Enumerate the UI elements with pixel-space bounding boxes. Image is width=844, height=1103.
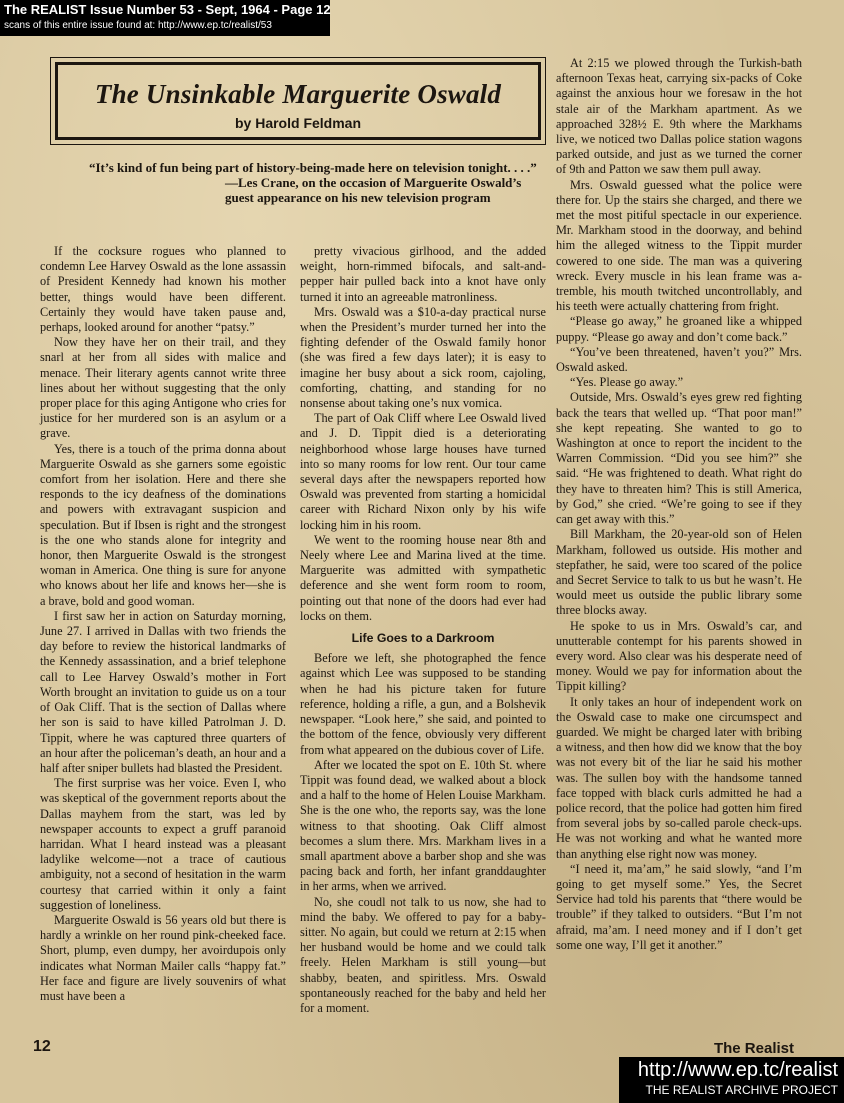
paragraph: Yes, there is a touch of the prima donna about Marguerite Oswald as she garners some egoistic comfort from her isolation. Here and there she responds to the icy deafness of the dominations and powers with extravagant suspicion and speculation. But if Ibsen is right and the strongest is the one who stands alone for integrity and honor, then Marguerite Oswald is the strongest woman in America. One thing is sure for anyone who knows about her life and knows her—she is a brave, bold and good woman. — [40, 441, 286, 608]
paragraph: Now they have her on their trail, and they snarl at her from all sides with malice and menace. Their literary agents cannot write three lines about her without suggesting that the only proper place for this aging Antigone who cries for justice for her murdered son is an asylum or a grave. — [40, 335, 286, 441]
paragraph: The first surprise was her voice. Even I, who was skeptical of the government reports about the Dallas mayhem from the start, was led by newspaper accounts to expect a gruff paranoid harridan. What I heard instead was a pleasant ladylike welcome—not a trace of cautious ambiguity, not a second of hesitation in the warm courtesy that carried within it only a faint suggestion of loneliness. — [40, 776, 286, 912]
paragraph: Mrs. Oswald was a $10-a-day practical nurse when the President’s murder turned her into the fighting defender of the Oswald family honor (she was fired a few days later); it is easy to imagine her busy about a sick room, cajoling, comforting, chatting, and standing for no nonsense about taking one’s nux vomica. — [300, 304, 546, 411]
paragraph: Outside, Mrs. Oswald’s eyes grew red fighting back the tears that welled up. “That poor man!” she kept repeating. She wanted to go to Washington at once to report the incident to the Warren Commission. “Did you see him?” she said. “He was frightened to death. What right do they have to threaten him? This is still America, by God,” she cried. “We’re going to see if they can get away with this.” — [556, 390, 802, 527]
column-3 — [556, 56, 802, 1031]
paragraph: He spoke to us in Mrs. Oswald’s car, and unutterable contempt for his parents showed in every word. Also clear was his desperate need of money. Would we pay for information about the Tippit killing? — [556, 618, 802, 694]
paragraph: “Please go away,” he groaned like a whipped puppy. “Please go away and don’t come back.” — [556, 314, 802, 344]
page-number: 12 — [33, 1038, 51, 1055]
watermark-project: THE REALIST ARCHIVE PROJECT — [645, 1083, 838, 1097]
watermark-url: http://www.ep.tc/realist — [637, 1059, 838, 1081]
title-box — [55, 62, 541, 140]
paragraph: Bill Markham, the 20-year-old son of Helen Markham, followed us outside. His mother and stepfather, he said, were too scared of the police and Secret Service to talk to us but he wasn’t. He would meet us outside the public library some three blocks away. — [556, 527, 802, 618]
paragraph: “Yes. Please go away.” — [570, 375, 684, 390]
paragraph: Before we left, she photographed the fence against which Lee was supposed to be standing when he had his picture taken for future reference, holding a rifle, a gun, and a Bolshevik newspaper. “Look here,” she said, and pointed to the bottom of the fence, obviously very different from what appeared on the dubious cover of Life. — [300, 651, 546, 757]
scan-source-line: scans of this entire issue found at: http://www.ep.tc/realist/53 — [4, 20, 272, 31]
column-2 — [300, 244, 546, 1015]
publication-name: The Realist — [713, 1040, 794, 1057]
article-title: The Unsinkable Marguerite Oswald — [94, 79, 502, 109]
column-1 — [40, 244, 286, 1003]
section-subhead: Life Goes to a Darkroom — [351, 631, 495, 646]
scan-header — [0, 0, 330, 36]
paragraph: After we located the spot on E. 10th St. where Tippit was found dead, we walked about a block and a half to the home of Helen Louise Markham. She is the one who, the reports say, was the lone witness to that shooting. Oak Cliff almost becomes a slum there. Mrs. Markham lives in a small apartment above a barber shop and she was pacing back and forth, her infant granddaughter in her arms, when we arrived. — [300, 757, 546, 894]
paragraph: It only takes an hour of independent work on the Oswald case to make one circumspect and guarded. We might be charged later with bribing a witness, and then how did we know that the boy was not every bit of the liar he said his mother was. The sullen boy with the handsome tanned face topped with black curls admitted he had a police record, that the police had gotten him fired from several jobs by so-called parole check-ups. He was not working and what he wanted more than anything else right now was money. — [556, 694, 802, 861]
paragraph: At 2:15 we plowed through the Turkish-bath afternoon Texas heat, carrying six-packs of Coke against the anxious hour we foresaw in the hot stale air of the Markham apartment. As we approached 328½ E. 9th where the Markhams live, we noticed two Dallas police station wagons parked outside, and just as we turned the corner of 9th and Patton we saw them pull away. — [556, 56, 802, 177]
paragraph: Marguerite Oswald is 56 years old but there is hardly a wrinkle on her round pink-cheeked face. Short, plump, even dumpy, her avoirdupois only indicates what Norman Mailer calls “happy fat.” Her face and figure are lively souvenirs of what must have been a — [40, 912, 286, 1003]
paragraph: pretty vivacious girlhood, and the added weight, horn-rimmed bifocals, and salt-and-pepper hair pulled back into a knot have only turned it into an agreeable matronliness. — [300, 244, 546, 304]
paragraph: If the cocksure rogues who planned to condemn Lee Harvey Oswald as the lone assassin of President Kennedy had known his mother better, things would have been different. Certainly they would have taken pause and, perhaps, looked around for another “patsy.” — [40, 244, 286, 335]
paragraph: The part of Oak Cliff where Lee Oswald lived and J. D. Tippit died is a deteriorating neighborhood whose large houses have turned into so many rooms for low rent. Our tour came several days after the newspapers reported how Oswald was prevented from starting a homicidal career with Richard Nixon only by his wife locking him in his room. — [300, 411, 546, 532]
epigraph-quote: “It’s kind of fun being part of history-being-made here on television tonight. . . .” — [89, 160, 537, 175]
byline: by Harold Feldman — [234, 115, 362, 131]
epigraph-attribution: —Les Crane, on the occasion of Marguerite Oswald’s guest appearance on his new television program — [225, 175, 522, 205]
archive-watermark — [619, 1057, 844, 1103]
paragraph: We went to the rooming house near 8th and Neely where Lee and Marina lived at the time. Marguerite was admitted with sympathetic deference and she went form room to room, pointing out that none of the doors had ever had locks on them. — [300, 532, 546, 623]
issue-line: The REALIST Issue Number 53 - Sept, 1964 - Page 12 — [4, 2, 331, 17]
epigraph — [75, 160, 545, 205]
paragraph: Mrs. Oswald guessed what the police were there for. Up the stairs she charged, and there we met the most pitiful spectacle in our experience. Mr. Markham stood in the doorway, and behind him the alleged witness to the Tippit murder cowered to one side. The man was a quivering wreck. Every muscle in his lean frame was a-tremble, his mouth twitched uncontrollably, and his teeth were actually chattering from fright. — [556, 177, 802, 314]
paragraph: “You’ve been threatened, haven’t you?” Mrs. Oswald asked. — [556, 344, 802, 375]
paragraph: I first saw her in action on Saturday morning, June 27. I arrived in Dallas with two friends the day before to review the historical landmarks of the Kennedy assassination, and a brief telephone call to Lee Harvey Oswald’s mother in Fort Worth brought an invitation to guide us on a tour of Oak Cliff. That is the section of Dallas where her son is said to have killed Patrolman J. D. Tippit, where he was captured three quarters of an hour after the policeman’s death, an hour and a half after sniper bullets had blasted the President. — [40, 608, 286, 775]
paragraph: “I need it, ma’am,” he said slowly, “and I’m going to get myself some.” Yes, the Secret Service had told his parents that “there would be trouble” if they talked to outsiders. “But I’m not afraid, ma’am. I need money and if I don’t get some one way, I’ll get it another.” — [556, 861, 802, 952]
paragraph: No, she coudl not talk to us now, she had to mind the baby. We offered to pay for a baby-sitter. No again, but could we return at 2:15 when her husband would be home and we could talk freely. Helen Markham is still young—but shabby, beaten, and spiritless. Mrs. Oswald spontaneously reached for the baby and held her for a moment. — [300, 894, 546, 1015]
